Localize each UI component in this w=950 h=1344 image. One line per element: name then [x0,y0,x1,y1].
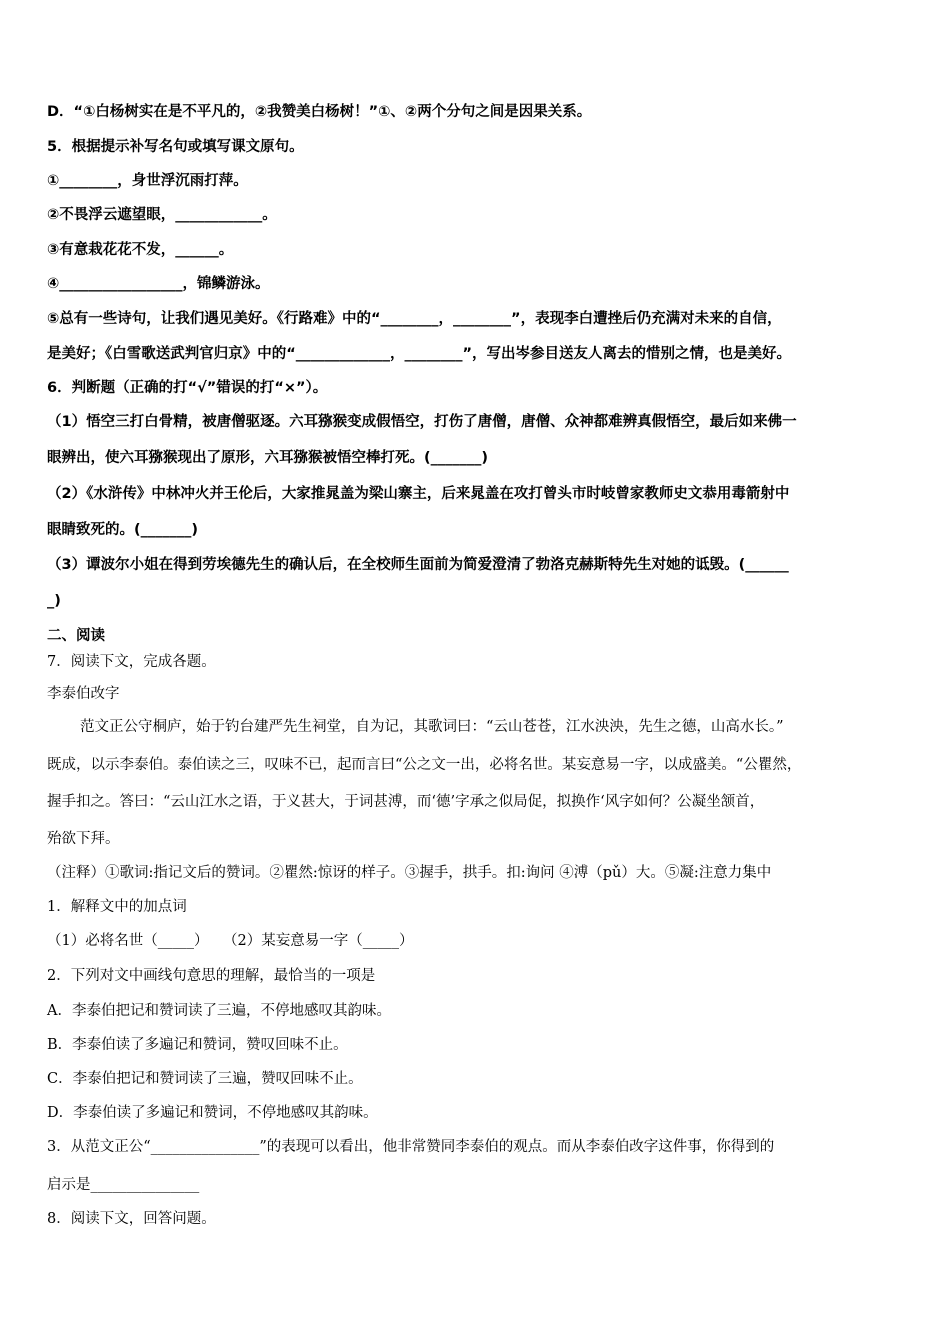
question-5-item-5-line-1: ⑤总有一些诗句，让我们遇见美好。《行路难》中的“________，________”，表现李白遭挫后仍充满对未来的自信， [47,311,782,327]
subquestion-2-title: 2．下列对文中画线句意思的理解，最恰当的一项是 [47,968,376,984]
question-6-item-2-line-2: 眼睛致死的。(_______) [47,522,199,538]
passage-line-3: 握手扣之。答曰：“云山江水之语，于义甚大，于词甚溥，而‘德’字承之似局促，拟换作‘风字如何？公凝坐颔首， [47,794,765,810]
passage-notes: （注释）①歌词:指记文后的赞词。②瞿然:惊讶的样子。③握手，拱手。扣:询问 ④溥（pǔ）大。⑤凝:注意力集中 [47,865,772,881]
subquestion-2-option-b: B．李泰伯读了多遍记和赞词，赞叹回味不止。 [47,1037,348,1053]
passage-line-1: 范文正公守桐庐，始于钓台建严先生祠堂，自为记，其歌词曰：“云山苍苍，江水泱泱，先生之德，山高水长。” [80,719,784,735]
question-6-item-1-line-2: 眼辨出，使六耳猕猴现出了原形，六耳猕猴被悟空棒打死。(_______) [47,450,489,466]
question-5-item-4: ④_________________，锦鳞游泳。 [47,276,270,292]
subquestion-2-option-d: D．李泰伯读了多遍记和赞词，不停地感叹其韵味。 [47,1105,378,1121]
subquestion-3-line-1: 3．从范文正公“_______________”的表现可以看出，他非常赞同李泰伯的观点。而从李泰伯改字这件事，你得到的 [47,1139,775,1155]
question-5-item-5-line-2: 是美好；《白雪歌送武判官归京》中的“_____________，________”，写出岑参目送友人离去的惜别之情，也是美好。 [47,346,792,362]
question-6-item-2-line-1: （2）《水浒传》中林冲火并王伦后，大家推晁盖为梁山寨主，后来晁盖在攻打曾头市时岐曾家教师史文恭用毒箭射中 [47,486,790,502]
subquestion-2-option-c: C．李泰伯把记和赞词读了三遍，赞叹回味不止。 [47,1071,363,1087]
subquestion-3-line-2: 启示是_______________ [47,1177,200,1193]
question-5-title: 5．根据提示补写名句或填写课文原句。 [47,139,304,155]
question-6-item-1-line-1: （1）悟空三打白骨精，被唐僧驱逐。六耳猕猴变成假悟空，打伤了唐僧，唐僧、众神都难辨真假悟空，最后如来佛一 [47,414,797,430]
subquestion-2-option-a: A．李泰伯把记和赞词读了三遍，不停地感叹其韵味。 [47,1003,391,1019]
question-4-option-d: D．“①白杨树实在是不平凡的，②我赞美白杨树！”①、②两个分句之间是因果关系。 [47,104,592,120]
question-6-title: 6．判断题（正确的打“√”错误的打“×”）。 [47,380,328,396]
question-8-title: 8．阅读下文，回答问题。 [47,1211,216,1227]
question-7-title: 7．阅读下文，完成各题。 [47,654,216,670]
subquestion-1-items: （1）必将名世（_____） （2）某妄意易一字（_____） [47,933,414,949]
passage-title: 李泰伯改字 [47,686,120,702]
passage-line-2: 既成，以示李泰伯。泰伯读之三，叹味不已，起而言曰“公之文一出，必将名世。某妄意易一字，以成盛美。“公瞿然， [47,757,802,773]
question-5-item-1: ①________，身世浮沉雨打萍。 [47,173,248,189]
question-5-item-3: ③有意栽花花不发，______。 [47,242,234,258]
question-5-item-2: ②不畏浮云遮望眼，____________。 [47,207,277,223]
section-2-heading: 二、阅读 [47,628,105,644]
question-6-item-3-line-2: _) [47,593,61,609]
subquestion-1-title: 1．解释文中的加点词 [47,899,187,915]
question-6-item-3-line-1: （3）谭波尔小姐在得到劳埃德先生的确认后，在全校师生面前为简爱澄清了勃洛克赫斯特先生对她的诋毁。(______ [47,557,789,573]
passage-line-4: 殆欲下拜。 [47,831,120,847]
